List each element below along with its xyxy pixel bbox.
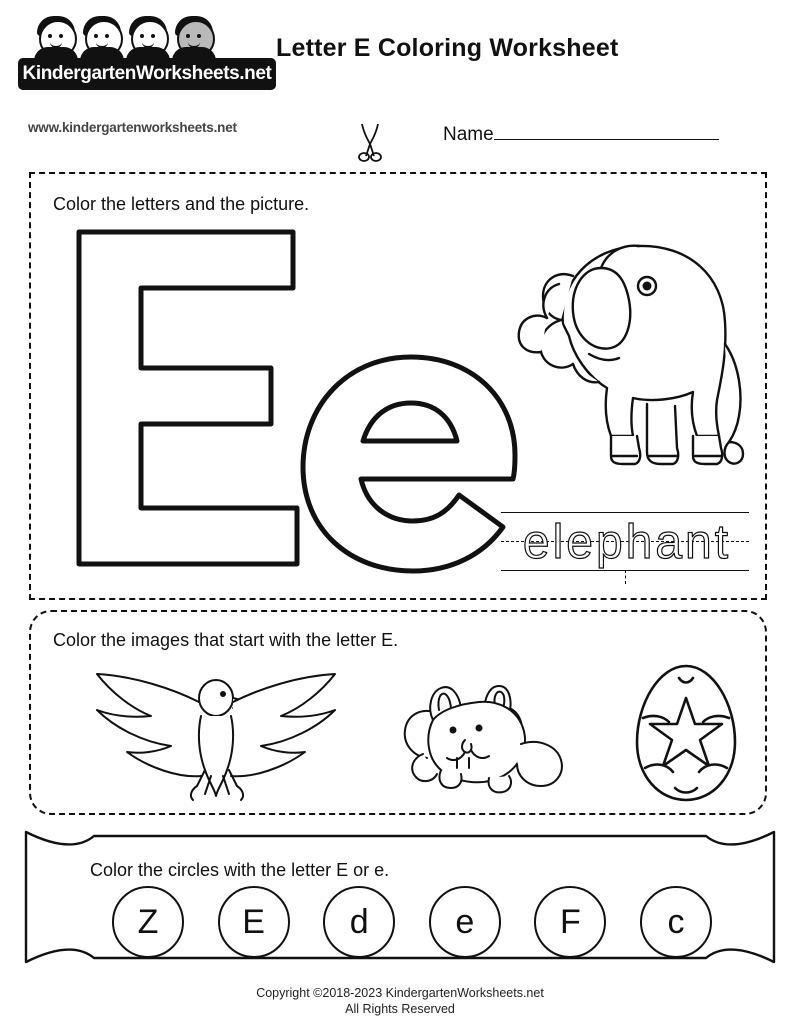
bunny-illustration[interactable] [361, 658, 611, 808]
page-header [0, 0, 800, 150]
kids-faces-icon [32, 14, 242, 64]
letter-circle-row [112, 886, 712, 962]
letter-circle[interactable]: Z [112, 886, 184, 958]
name-field[interactable] [443, 122, 719, 146]
section1-instruction: Color the letters and the picture. [53, 194, 310, 214]
site-logo[interactable] [18, 14, 276, 104]
eagle-illustration[interactable] [71, 658, 361, 808]
letter-circle[interactable]: d [323, 886, 395, 958]
logo-band [18, 58, 276, 90]
logo-text: KindergartenWorksheets.net [22, 63, 272, 84]
section-color-images [29, 610, 767, 815]
section2-instruction: Color the images that start with the letter E. [53, 630, 399, 650]
section-color-circles [22, 826, 778, 968]
copyright-text: Copyright ©2018-2023 KindergartenWorksheets.net [256, 986, 544, 1000]
page-footer [0, 985, 800, 1017]
letter-circle[interactable]: e [429, 886, 501, 958]
trace-tick [625, 570, 626, 584]
page-title: Letter E Coloring Worksheet [276, 34, 619, 62]
name-input-line[interactable] [494, 122, 719, 140]
uppercase-letter-outline[interactable] [61, 222, 311, 572]
elephant-illustration[interactable] [451, 204, 756, 499]
letter-circle[interactable]: F [534, 886, 606, 958]
trace-word[interactable]: elephant [522, 516, 732, 569]
scissors-icon [348, 122, 392, 162]
picture-row [31, 658, 769, 810]
name-label: Name [443, 124, 494, 145]
section-color-letters [29, 172, 767, 600]
letter-circle[interactable]: c [640, 886, 712, 958]
section3-instruction: Color the circles with the letter E or e. [90, 860, 390, 880]
letter-circle[interactable]: E [218, 886, 290, 958]
site-url: www.kindergartenworksheets.net [28, 120, 237, 135]
easter-egg-illustration[interactable] [621, 658, 751, 808]
rights-text: All Rights Reserved [345, 1002, 455, 1016]
trace-top-line [501, 512, 749, 513]
